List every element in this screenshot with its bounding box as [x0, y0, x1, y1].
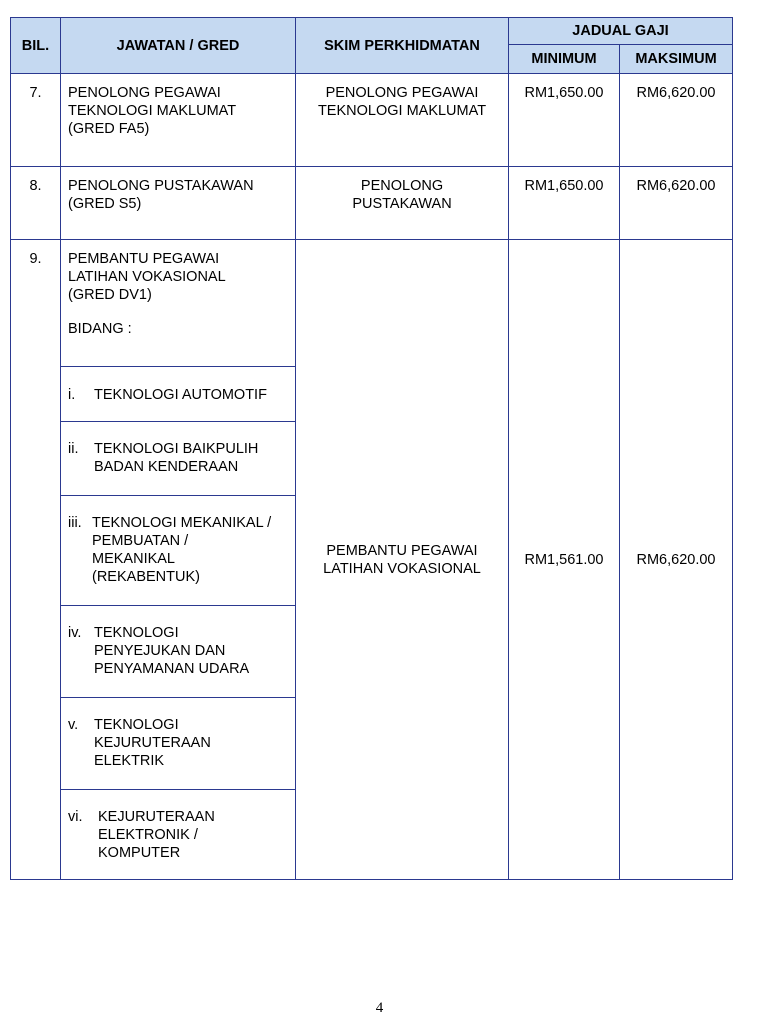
skim-line: TEKNOLOGI MAKLUMAT: [317, 103, 487, 119]
header-bil: BIL.: [11, 18, 61, 74]
row-bil: 7.: [11, 74, 61, 167]
jawatan-line: PEMBANTU PEGAWAI: [68, 251, 220, 267]
bidang-item: [61, 698, 296, 790]
bidang-line: KOMPUTER: [98, 845, 181, 861]
row-skim: [296, 240, 509, 880]
row-skim: [296, 167, 509, 240]
bidang-num: ii.: [68, 441, 79, 457]
header-skim: SKIM PERKHIDMATAN: [296, 18, 509, 74]
row-maksimum: RM6,620.00: [620, 167, 733, 240]
bidang-item: [61, 606, 296, 698]
header-minimum: MINIMUM: [509, 45, 620, 74]
bidang-num: v.: [68, 717, 79, 733]
row-jawatan: [61, 74, 296, 167]
header-maksimum: MAKSIMUM: [620, 45, 733, 74]
bidang-num: i.: [68, 387, 76, 403]
bidang-line: TEKNOLOGI: [94, 625, 179, 641]
bidang-item: [61, 790, 296, 880]
table-row: [11, 74, 733, 167]
bidang-line: KEJURUTERAAN: [94, 735, 211, 751]
jawatan-line: PENOLONG PUSTAKAWAN: [68, 178, 254, 194]
jawatan-line: (GRED FA5): [68, 121, 150, 137]
table-row: [11, 240, 733, 367]
row-skim: [296, 74, 509, 167]
bidang-line: ELEKTRIK: [94, 753, 165, 769]
jawatan-line: TEKNOLOGI MAKLUMAT: [68, 103, 237, 119]
row-bil: 9.: [11, 240, 61, 880]
row-jawatan: [61, 240, 296, 367]
bidang-line: TEKNOLOGI AUTOMOTIF: [94, 387, 267, 403]
skim-line: PUSTAKAWAN: [352, 196, 452, 212]
bidang-line: PENYAMANAN UDARA: [94, 661, 250, 677]
table-row: [11, 167, 733, 240]
row-bil: 8.: [11, 167, 61, 240]
bidang-line: TEKNOLOGI: [94, 717, 179, 733]
row-jawatan: [61, 167, 296, 240]
bidang-item: [61, 367, 296, 422]
bidang-line: KEJURUTERAAN: [98, 809, 215, 825]
skim-line: PENOLONG PEGAWAI: [325, 85, 479, 101]
bidang-line: (REKABENTUK): [92, 569, 200, 585]
header-jawatan: JAWATAN / GRED: [61, 18, 296, 74]
row-minimum: RM1,650.00: [509, 167, 620, 240]
jawatan-line: LATIHAN VOKASIONAL: [68, 269, 226, 285]
bidang-num: vi.: [68, 809, 83, 825]
skim-line: LATIHAN VOKASIONAL: [323, 560, 481, 577]
bidang-line: TEKNOLOGI BAIKPULIH: [94, 441, 259, 457]
jawatan-line: (GRED DV1): [68, 287, 152, 303]
bidang-line: PEMBUATAN /: [92, 533, 189, 549]
page-number: 4: [375, 1000, 384, 1016]
skim-line: PENOLONG: [360, 178, 444, 194]
row-minimum: RM1,561.00: [509, 240, 620, 880]
row-minimum: RM1,650.00: [509, 74, 620, 167]
bidang-num: iii.: [68, 515, 82, 531]
bidang-line: ELEKTRONIK /: [98, 827, 198, 843]
bidang-line: PENYEJUKAN DAN: [94, 643, 226, 659]
bidang-line: MEKANIKAL: [92, 551, 175, 567]
bidang-item: [61, 496, 296, 606]
row-maksimum: RM6,620.00: [620, 240, 733, 880]
bidang-item: [61, 422, 296, 496]
header-jadual-gaji: JADUAL GAJI: [509, 18, 733, 45]
row-maksimum: RM6,620.00: [620, 74, 733, 167]
bidang-label: BIDANG :: [68, 321, 132, 337]
salary-table: [10, 17, 733, 880]
jawatan-line: (GRED S5): [68, 196, 142, 212]
bidang-line: TEKNOLOGI MEKANIKAL /: [92, 515, 272, 531]
jawatan-line: PENOLONG PEGAWAI: [68, 85, 221, 101]
skim-line: PEMBANTU PEGAWAI: [326, 542, 478, 559]
bidang-line: BADAN KENDERAAN: [94, 459, 239, 475]
bidang-num: iv.: [68, 625, 82, 641]
